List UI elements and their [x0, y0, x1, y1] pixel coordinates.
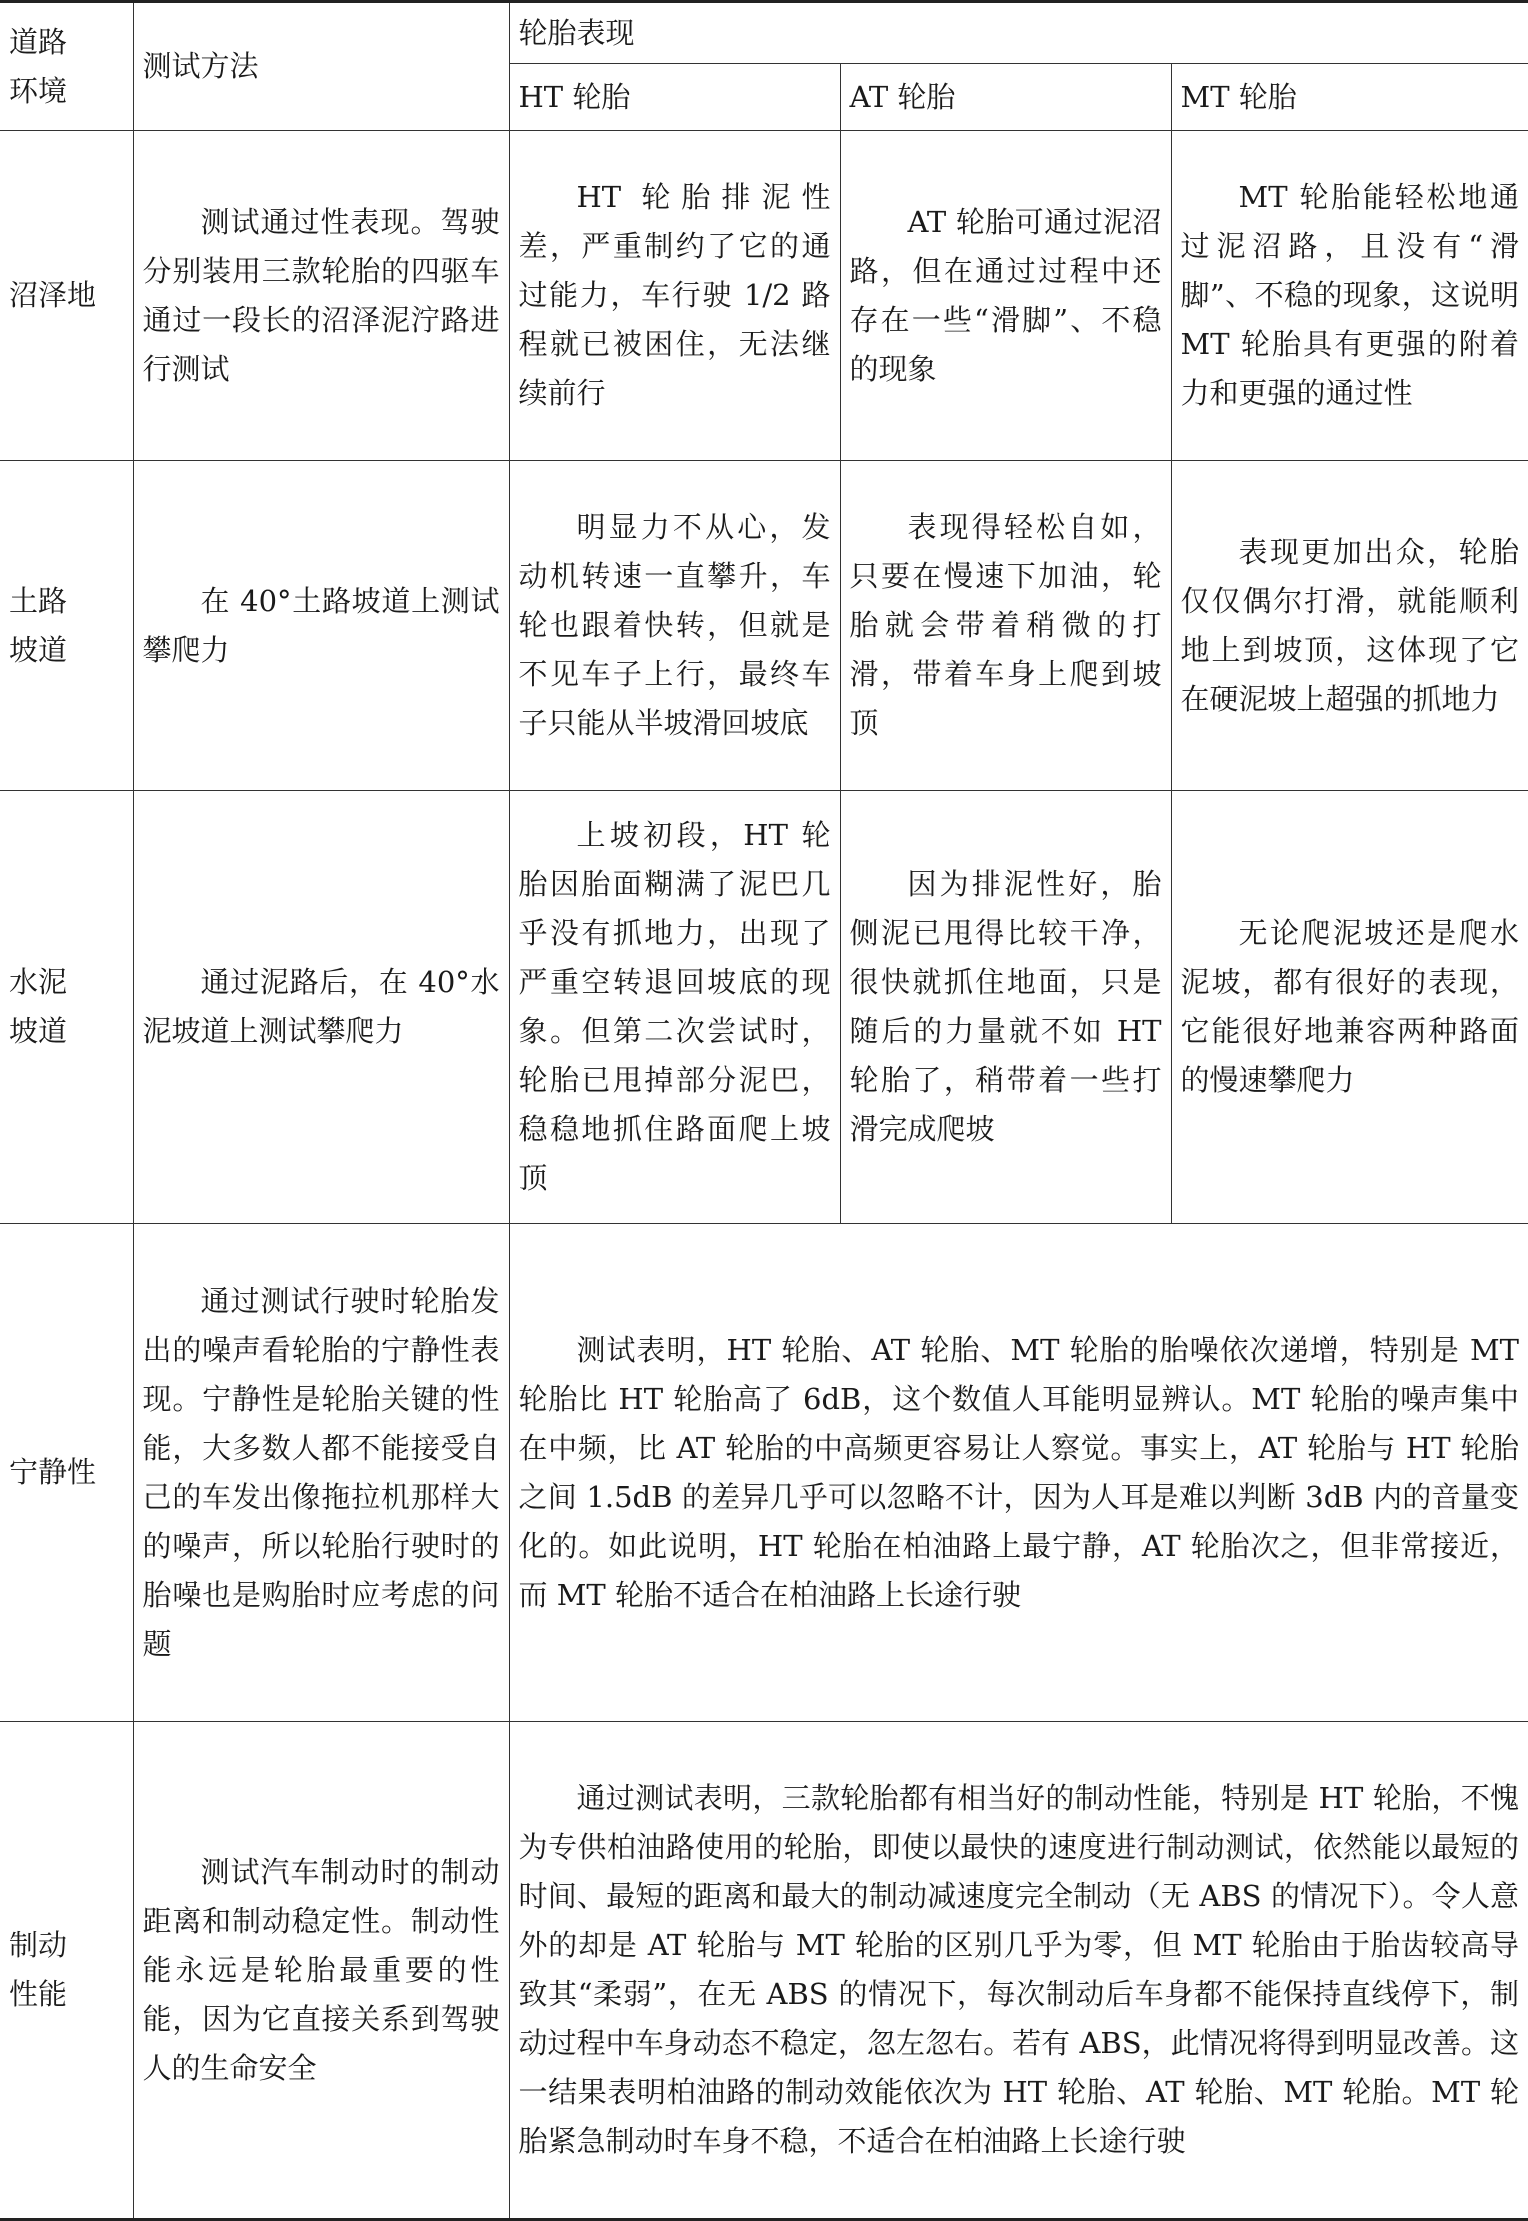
row-env: 水泥 坡道 [0, 791, 133, 1224]
row-at-result: 因为排泥性好，胎侧泥已甩得比较干净，很快就抓住地面，只是随后的力量就不如 HT 轮胎了，稍带着一些打滑完成爬坡 [840, 791, 1171, 1224]
header-ht-tire: HT 轮胎 [509, 64, 840, 131]
header-road-env: 道路 环境 [0, 2, 133, 131]
header-test-method: 测试方法 [133, 2, 509, 131]
row-mt-result: 无论爬泥坡还是爬水泥坡，都有很好的表现，它能很好地兼容两种路面的慢速攀爬力 [1171, 791, 1528, 1224]
row-mt-result: 表现更加出众，轮胎仅仅偶尔打滑，就能顺利地上到坡顶，这体现了它在硬泥坡上超强的抓地力 [1171, 461, 1528, 791]
table-row [0, 1224, 1528, 1722]
header-mt-tire: MT 轮胎 [1171, 64, 1528, 131]
row-ht-result: HT 轮胎排泥性差，严重制约了它的通过能力，车行驶 1/2 路程就已被困住，无法继续前行 [509, 131, 840, 461]
row-at-result: AT 轮胎可通过泥沼路，但在通过过程中还存在一些“滑脚”、不稳的现象 [840, 131, 1171, 461]
row-method: 在 40°土路坡道上测试攀爬力 [133, 461, 509, 791]
row-method: 通过泥路后，在 40°水泥坡道上测试攀爬力 [133, 791, 509, 1224]
row-at-result: 表现得轻松自如，只要在慢速下加油，轮胎就会带着稍微的打滑，带着车身上爬到坡顶 [840, 461, 1171, 791]
row-method: 测试通过性表现。驾驶分别装用三款轮胎的四驱车通过一段长的沼泽泥泞路进行测试 [133, 131, 509, 461]
row-combined-result: 测试表明，HT 轮胎、AT 轮胎、MT 轮胎的胎噪依次递增，特别是 MT 轮胎比 HT 轮胎高了 6dB，这个数值人耳能明显辨认。MT 轮胎的噪声集中在中频，比 AT 轮胎的中高频更容易让人察觉。事实上，AT 轮胎与 HT 轮胎之间 1.5dB 的差异几乎可以忽略不计，因为人耳是难以判断 3dB 内的音量变化的。如此说明，HT 轮胎在柏油路上最宁静，AT 轮胎次之，但非常接近，而 MT 轮胎不适合在柏油路上长途行驶 [509, 1224, 1528, 1722]
row-env: 制动 性能 [0, 1722, 133, 2220]
row-combined-result: 通过测试表明，三款轮胎都有相当好的制动性能，特别是 HT 轮胎，不愧为专供柏油路使用的轮胎，即使以最快的速度进行制动测试，依然能以最短的时间、最短的距离和最大的制动减速度完全制动（无 ABS 的情况下）。令人意外的却是 AT 轮胎与 MT 轮胎的区别几乎为零，但 MT 轮胎由于胎齿较高导致其“柔弱”，在无 ABS 的情况下，每次制动后车身都不能保持直线停下，制动过程中车身动态不稳定，忽左忽右。若有 ABS，此情况将得到明显改善。这一结果表明柏油路的制动效能依次为 HT 轮胎、AT 轮胎、MT 轮胎。MT 轮胎紧急制动时车身不稳，不适合在柏油路上长途行驶 [509, 1722, 1528, 2220]
table-row [0, 461, 1528, 791]
row-ht-result: 上坡初段，HT 轮胎因胎面糊满了泥巴几乎没有抓地力，出现了严重空转退回坡底的现象。但第二次尝试时，轮胎已甩掉部分泥巴，稳稳地抓住路面爬上坡顶 [509, 791, 840, 1224]
row-env: 宁静性 [0, 1224, 133, 1722]
table-row [0, 131, 1528, 461]
row-env: 沼泽地 [0, 131, 133, 461]
row-method: 通过测试行驶时轮胎发出的噪声看轮胎的宁静性表现。宁静性是轮胎关键的性能，大多数人都不能接受自己的车发出像拖拉机那样大的噪声，所以轮胎行驶时的胎噪也是购胎时应考虑的问题 [133, 1224, 509, 1722]
row-method: 测试汽车制动时的制动距离和制动稳定性。制动性能永远是轮胎最重要的性能，因为它直接关系到驾驶人的生命安全 [133, 1722, 509, 2220]
row-env: 土路 坡道 [0, 461, 133, 791]
table-row [0, 791, 1528, 1224]
header-tire-performance: 轮胎表现 [509, 2, 1528, 64]
header-at-tire: AT 轮胎 [840, 64, 1171, 131]
row-ht-result: 明显力不从心，发动机转速一直攀升，车轮也跟着快转，但就是不见车子上行，最终车子只能从半坡滑回坡底 [509, 461, 840, 791]
header-row-top [0, 2, 1528, 64]
row-mt-result: MT 轮胎能轻松地通过泥沼路，且没有“滑脚”、不稳的现象，这说明 MT 轮胎具有更强的附着力和更强的通过性 [1171, 131, 1528, 461]
table-row [0, 1722, 1528, 2220]
